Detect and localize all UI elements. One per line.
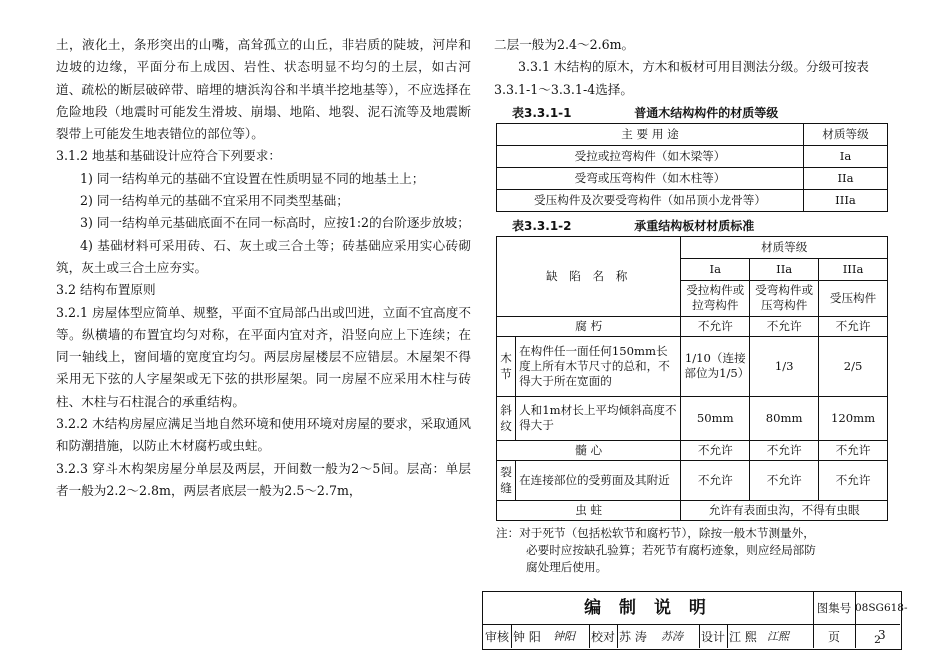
defect-insect: 虫 蛀 — [497, 500, 681, 520]
divider — [727, 624, 728, 648]
divider — [813, 624, 814, 648]
page-number: 3 — [878, 628, 886, 642]
atlas-number: 08SG618-2 — [855, 592, 900, 625]
table-row — [497, 396, 888, 440]
floor-height-line: 二层一般为2.4～2.6m。 — [494, 37, 635, 52]
table1-caption — [494, 103, 894, 123]
table1-header-grade: 材质等级 — [804, 123, 888, 145]
check-name: 苏 涛 — [619, 630, 647, 644]
note-line-2: 必要时应按缺孔验算；若死节有腐朽迹象，则应经局部防 — [526, 542, 816, 557]
cell-value: 1/3 — [750, 336, 819, 396]
clause-3-1-2: 3.1.2 地基和基础设计应符合下列要求： — [56, 148, 281, 164]
title-block — [482, 591, 908, 650]
cell-value: 不允许 — [750, 460, 819, 500]
table2-caption — [494, 216, 894, 236]
grade-1: Ia — [681, 258, 750, 280]
table2-title: 承重结构板材材质标准 — [634, 218, 755, 233]
usage-1: 受拉构件或拉弯构件 — [681, 280, 750, 316]
usage-2: 受弯构件或压弯构件 — [750, 280, 819, 316]
divider — [589, 624, 590, 648]
table-row — [497, 460, 888, 500]
cell-value: 不允许 — [681, 460, 750, 500]
usage-3: 受压构件 — [819, 280, 888, 316]
grain-description: 人和1m材长上平均倾斜高度不得大于 — [516, 396, 681, 440]
table-row — [497, 145, 888, 167]
cell-value: 50mm — [681, 396, 750, 440]
table1-use: 受压构件及次要受弯构件（如吊顶小龙骨等） — [497, 189, 804, 211]
defect-pith: 髓 心 — [497, 440, 681, 460]
board-material-table — [496, 236, 888, 521]
table1-grade: IIa — [804, 167, 888, 189]
review-label: 审核 — [485, 630, 510, 644]
table1-grade: Ia — [804, 145, 888, 167]
defect-name-header: 缺 陷 名 称 — [497, 236, 681, 316]
item-3: 3) 同一结构单元基础底面不在同一标高时，应按1:2的台阶逐步放坡； — [80, 215, 470, 231]
knot-description: 在构件任一面任何150mm长度上所有木节尺寸的总和，不得大于所在宽面的 — [516, 336, 681, 396]
table-row — [497, 440, 888, 460]
check-label: 校对 — [591, 630, 616, 644]
table1-header-use: 主 要 用 途 — [497, 123, 804, 145]
design-label: 设计 — [701, 630, 726, 644]
review-name: 钟 阳 — [513, 630, 541, 644]
design-signature: 江熙 — [767, 630, 789, 643]
grade-2: IIa — [750, 258, 819, 280]
cell-value: 不允许 — [681, 440, 750, 460]
table1-grade: IIIa — [804, 189, 888, 211]
table1-title: 普通木结构构件的材质等级 — [634, 105, 779, 120]
grade-header: 材质等级 — [681, 236, 888, 258]
defect-grain: 斜纹 — [497, 396, 516, 440]
cell-value: 不允许 — [750, 440, 819, 460]
design-name: 江 熙 — [729, 630, 757, 644]
grade-3: IIIa — [819, 258, 888, 280]
cell-value: 不允许 — [750, 316, 819, 336]
table1-use: 受拉或拉弯构件（如木梁等） — [497, 145, 804, 167]
note-line-3: 腐处理后使用。 — [526, 559, 608, 574]
page-label: 页 — [828, 630, 841, 644]
note-line-1: 注：对于死节（包括松软节和腐朽节），除按一般木节测量外， — [496, 525, 815, 540]
drawing-title: 编 制 说 明 — [483, 592, 814, 625]
table-row — [497, 500, 888, 520]
cell-value: 120mm — [819, 396, 888, 440]
table-row — [497, 316, 888, 336]
section-3-2-heading: 3.2 结构布置原则 — [56, 282, 156, 298]
right-column — [494, 34, 894, 576]
insect-value: 允许有表面虫沟，不得有虫眼 — [681, 500, 888, 520]
item-2: 2) 同一结构单元的基础不宜采用不同类型基础； — [80, 193, 349, 209]
defect-rot: 腐 朽 — [497, 316, 681, 336]
cell-value: 不允许 — [819, 460, 888, 500]
cell-value: 不允许 — [681, 316, 750, 336]
divider — [617, 624, 618, 648]
cell-value: 2/5 — [819, 336, 888, 396]
divider — [511, 624, 512, 648]
table1-use: 受弯或压弯构件（如木柱等） — [497, 167, 804, 189]
defect-crack: 裂缝 — [497, 460, 516, 500]
left-column — [56, 34, 471, 502]
cell-value: 80mm — [750, 396, 819, 440]
signature-row — [483, 624, 901, 648]
table-row — [497, 336, 888, 396]
table2-number: 表3.3.1-2 — [512, 218, 572, 233]
clause-3-3-1: 3.3.1 木结构的原木，方木和板材可用目测法分级。分级可按表3.3.1-1～3.3.1-4选择。 — [494, 59, 869, 97]
item-4: 4) 基础材料可采用砖、石、灰土或三合土等；砖基础应采用实心砖砌筑，灰土或三合土应夯实。 — [56, 237, 471, 275]
clause-3-2-3: 3.2.3 穿斗木构架房屋分单层及两层，开间数一般为2～5间。层高：单层者一般为2.2～2.8m，两层者底层一般为2.5～2.7m， — [56, 460, 471, 498]
item-1: 1) 同一结构单元的基础不宜设置在性质明显不同的地基土上； — [80, 170, 425, 186]
cell-value: 不允许 — [819, 316, 888, 336]
paragraph-site-selection: 土，液化土，条形突出的山嘴，高耸孤立的山丘，非岩质的陡坡，河岸和边坡的边缘，平面分布上成因、岩性、状态明显不均匀的土层，如古河道、疏松的断层破碎带、暗埋的塘浜沟谷和半填半挖地基等），不应选择在危险地段（地震时可能发生滑坡、崩塌、地陷、地裂、泥石流等及地震断裂带上可能发生地表错位的部位等）。 — [56, 37, 471, 142]
table-row — [497, 189, 888, 211]
atlas-label: 图集号 — [813, 592, 856, 625]
cell-value: 1/10（连接部位为1/5） — [681, 336, 750, 396]
table-row — [497, 167, 888, 189]
divider — [699, 624, 700, 648]
table-note — [494, 525, 894, 576]
clause-3-2-1: 3.2.1 房屋体型应简单、规整，平面不宜局部凸出或凹进，立面不宜高度不等。纵横墙的布置宜均匀对称，在平面内宜对齐，沿竖向应上下连续；在同一轴线上，窗间墙的宽度宜均匀。两层房屋楼层不应错层。木屋架不得采用无下弦的人字屋架或无下弦的拱形屋架。同一房屋不应采用木柱与砖柱、木柱与石柱混合的承重结构。 — [56, 304, 471, 409]
review-signature: 钟阳 — [553, 630, 575, 643]
clause-3-2-2: 3.2.2 木结构房屋应满足当地自然环境和使用环境对房屋的要求，采取通风和防潮措施，以防止木材腐朽或虫蛀。 — [56, 416, 471, 454]
divider — [855, 624, 856, 648]
table1-number: 表3.3.1-1 — [512, 105, 572, 120]
check-signature: 苏涛 — [661, 630, 683, 643]
crack-description: 在连接部位的受剪面及其附近 — [516, 460, 681, 500]
cell-value: 不允许 — [819, 440, 888, 460]
material-grade-table — [496, 123, 888, 212]
defect-knot: 木节 — [497, 336, 516, 396]
